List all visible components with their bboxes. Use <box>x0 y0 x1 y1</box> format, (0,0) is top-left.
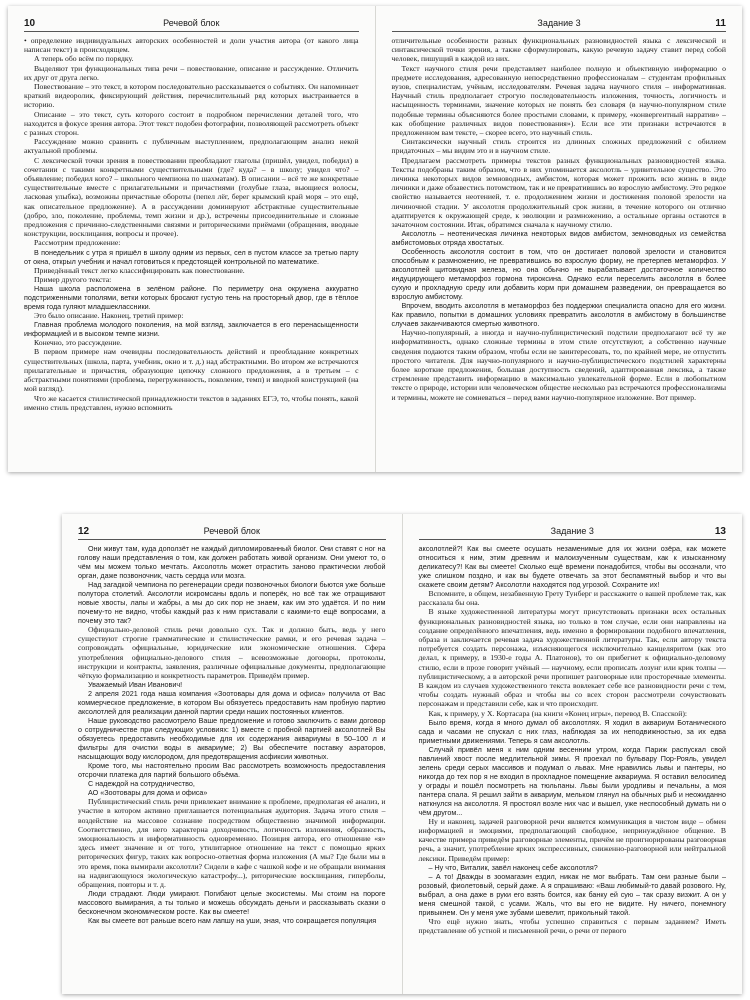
paragraph: Что же касается стилистической принадлежности текстов в заданиях ЕГЭ, то, чтобы понять, какой именно стиль представлен, нужно вспомнить <box>24 393 359 412</box>
paragraph: Научно-популярный, а иногда и научно-публицистический подстили предполагают всё ту же информативность, однако сложные термины в этом стиле отсутствуют, а собственно научные сведения подаются таким образом, чтобы если не заинтересовать, то, по крайней мере, не отпустить простого читателя. Для научно-популярного и научно-публицистического подстилей характерны более короткие предложения, большая доступность сведений, адаптированная лексика, а также стремление представить информацию в максимально увлекательной форме. Если в любопытном тексте о природе, истории или человеческом обществе несколько раз встречаются профессионализмы и термины, можете не сомневаться – перед вами научно-популярное изложение. Вот пример. <box>391 328 726 402</box>
example-text: Люди страдают. Люди умирают. Погибают целые экосистемы. Мы стоим на пороге массового вымирания, а ты только и можешь обсуждать деньги и рассказывать сказки о бесконечном экономическом росте. Как вы смеете! <box>78 889 386 917</box>
paragraph: Пример другого текста: <box>34 274 112 284</box>
paragraph: Синтаксически научный стиль строится из длинных сложных предложений с обилием придаточных – мы видим это и в научном стиле. <box>391 137 726 156</box>
example-text: Как вы смеете вот раньше всего нам лапшу на уши, зная, что сокращается популяция <box>88 916 377 926</box>
paragraph: Описание – это текст, суть которого состоит в подробном перечислении деталей того, что находится в фокусе зрения автора. Этот текст подобен фотографии, позволяющей рассмотреть объект с разных сторон. <box>24 109 359 138</box>
paragraph: • определение индивидуальных авторских особенностей и доли участия автора (от какого лица написан текст) в происходящем. <box>24 36 359 55</box>
top-page-spread <box>8 6 742 472</box>
bottom-page-spread <box>62 514 742 994</box>
dialogue-line: – А то! Дважды в зоомагазин ездил, никак не мог выбрать. Там они разные были – розовый, фиолетовый, серый даже. А я спрашиваю: «Ваш любимый-то давай розового. Ну, выбрал, а она даже в руки его взять боится, как банку ей сую – так сразу визжит. А он у меня смешной такой, с усами. Жаль, что вы его не видите. Ну ничего, понемногу привыкнем. Он у меня уже зубами шевелит, прикольный такой. <box>418 871 726 917</box>
page-body <box>392 36 727 402</box>
example-text: Впрочем, вводить аксолотля в метаморфоз без поддержки специалиста опасно для его жизни. Как правило, попытки в домашних условиях превратить аксолотля в амбистому в большинстве случаев заканчиваются смертью животного. <box>391 301 726 329</box>
page-13 <box>403 514 743 994</box>
paragraph: Официально-деловой стиль речи довольно сух. Так и должно быть, ведь у него существуют строгие грамматические и стилистические рамки, и его речевая задача – сопровождать официальные, юридические или экономические отношения. Сфера употребления официально-делового стиля – всевозможные договоры, протоколы, инструкции и контракты, заявления, различные официальные документы, предполагающие чёткую формализацию и конкретность параметров. Приведём пример. <box>78 625 386 681</box>
page-11 <box>376 6 743 472</box>
page-body <box>419 544 727 935</box>
page-12 <box>62 514 403 994</box>
page-number: 10 <box>24 18 36 29</box>
page-body <box>24 36 359 412</box>
page-number: 13 <box>714 526 726 537</box>
example-text: Наша школа расположена в зелёном районе. По периметру она окружена аккуратно подстриженными тополями, ветки которых бросают густую тень на просторный двор, где в тёплое время года гуляют младшеклассники. <box>24 284 359 312</box>
paragraph: С лексической точки зрения в повествовании преобладают глаголы (пришёл, увидел, победил) в сочетании с такими конкретными существительными (где? куда? – в школу; увидел что? – объявление; победил кого? – школьного чемпиона по шахматам). В описании – всё те же конкретные существительные вместе с прилагательными и причастиями (голубые глаза, вьющиеся волосы, ласковая улыбка), возможны причастные обороты (пепел лёг, берег крымский край моря – это ещё, как описательное предложение). А в рассуждении доминируют абстрактные существительные (добро, зло, поколение, проблемы, темп жизни и др.), встречены присоединительные и сложные предложения с причинно-следственными связями и риторическими приёмами (обращения, вводные конструкции, восклицания, вопросы и прочее). <box>24 155 359 239</box>
running-header: Речевой блок <box>163 18 220 28</box>
page-header <box>78 526 386 540</box>
example-text: Особенность аксолотля состоит в том, что он достигает половой зрелости и становится способным к размножению, не превратившись во взрослую форму, не претерпев метаморфоз. У аксолотлей щитовидная железа, но она обычно не вырабатывает достаточное количество индуцирующего метаморфоз гормона тироксина. Однако если переселить аксолотля в более сухую и прохладную среду или добавить корм при домашнем разведении, он превращается во взрослую амбистому. <box>391 247 726 302</box>
paragraph: Рассмотрим предложение: <box>34 238 121 248</box>
page-body <box>78 544 386 925</box>
paragraph: Это было описание. Наконец, третий пример: <box>34 311 184 321</box>
letter-salutation: Уважаемый Иван Иванович! <box>88 680 183 690</box>
paragraph: Вспомните, в общем, незабвенную Грету Тунберг и расскажите о вашей проблеме так, как рассказала бы она. <box>418 589 726 608</box>
example-text: Над загадкой чемпиона по регенерации среди позвоночных биологи бьются уже больше полутора столетий. Аксолотли искромсаны вдоль и поперёк, но всё так же отращивают новые хвосты, лапы и жабры, а мы до сих пор не знаем, как им это удаётся. И по ним почему-то не видно, чтобы каждый раз к ним приставали с какими-то ещё вопросами, а почему это так? <box>78 580 386 625</box>
paragraph: Публицистический стиль речи привлекает внимание к проблеме, предполагая её анализ, и участие в котором активно приглашается потенциальная аудитория. Задача этого стиля – воздействие на массовое сознание посредством общественно значимой информации. Соответственно, для него характерна доходчивость, логичность изложения, образность, эмоциональность и информативность одновременно. Позиция автора, его отношение «я» здесь имеет значение и от того, утилитарное отношение на текст с помощью ярких риторических фигур, таких как вопросно-ответная форма изложения (А мы? Где были мы в это время, пока вымирали аксолотли? Сидели в кафе с чашкой кофе и не обращали внимания на надвигающуюся экологическую катастрофу...), риторические восклицания, гиперболы, обращения, повторы и т. д. <box>78 797 386 890</box>
letter-closing: С надеждой на сотрудничество, <box>88 779 195 789</box>
page-header <box>419 526 727 540</box>
page-number: 11 <box>715 18 726 29</box>
paragraph: Ну и наконец, задачей разговорной речи является коммуникация в чистом виде – обмен информацией и эмоциями, предполагающий свободное, непринуждённое общение. В качестве примера приведём разговорные элементы, причём не проигнорированы разговорная речь, а значит, употребление ярких экспрессивных, сниженно-разговорной или нейтральной лексики. Приведём пример: <box>418 816 726 863</box>
running-header: Задание 3 <box>550 526 594 536</box>
paragraph: Что ещё нужно знать, чтобы успешно справиться с первым заданием? Иметь представление об устной и письменной речи, о речи от первого <box>418 916 726 936</box>
paragraph: Текст научного стиля речи представляет наиболее полную и объективную информацию о предмете исследования, адресованную непосредственно профессионалам – студентам профильных вузов, специалистам, учёным, исследователям. Речевая задача научного стиля – информативная. Научный стиль предполагает строгую последовательность изложения, точность, логичность и насыщенность терминами, значение которых не понять без словаря (в научно-популярном стиле подобные термины объясняются более простыми словами, к примеру, «конвергентный нарратив» – как обобщение различных видов повествования»). Если все эти признаки встречаются в предложенном вам тексте, – скорее всего, это научный стиль. <box>391 63 726 138</box>
example-text: Наше руководство рассмотрело Ваше предложение и готово заключить с вами договор о сотрудничестве при следующих условиях: 1) вместе с пробной партией аксолотлей Вы обязуетесь предоставить необходимые для их содержания аквариумы в 50–100 л и фильтры для очистки воды в аквариуме; 2) Вы обеспечите поставку аэраторов, насыщающих воду кислородом, для предотвращения асфиксии животных. <box>78 716 386 762</box>
paragraph: В языке художественной литературы могут присутствовать признаки всех остальных функциональных разновидностей языка, но только в том случае, если они направлены на создание определённого впечатления, ведь именно в формировании подобного впечатления, образа и заключается речевая задача художественной литературы. Так, если автору текста потребуется создать персонажа, изъясняющегося исключительно канцеляритом (как это делал, к примеру, в 1930-е годы А. Платонов), то он прибегнет к официально-деловому стилю, если в прозе говорит учёный — научному, если прописать лозунг или крик толпы — публицистическому, а в авторской речи пропишет разговорные или просторечные элементы. В каждом из случаев художественного текста вовлекает себе все разновидности речи с тем, чтобы создать нужный образ и чтобы вы со всех сторон рассмотрели сочувствовать персонажам и представили себе, как и что происходит. <box>418 607 726 709</box>
example-text: 2 апреля 2021 года наша компания «Зоотовары для дома и офиса» получила от Вас коммерческое предложение, в котором Вы обязуетесь предоставить нам пробную партию аксолотлей для реализации данной партии среди наших постоянных клиентов. <box>78 689 386 717</box>
paragraph: Конечно, это рассуждение. <box>34 338 122 348</box>
page-header <box>392 18 727 32</box>
paragraph: Выделяют три функциональных типа речи – повествование, описание и рассуждение. Отличить их друг от друга легко. <box>24 63 359 82</box>
example-text: Главная проблема молодого поколения, на мой взгляд, заключается в его перенасыщенности информацией и в высоком темпе жизни. <box>24 320 359 339</box>
paragraph: В первом примере нам очевидны последовательность действий и преобладание конкретных существительных (школа, парта, учебник, окно и т. д.) над абстрактными. Во втором же встречаются прилагательные и причастия, образующие цепочку сложного предложения, а в третьем – с абстрактными понятиями (проблема, перегруженность, поколение, темп) и вводной конструкцией (на мой взгляд). <box>24 347 359 394</box>
paragraph: Предлагаем рассмотреть примеры текстов разных функциональных разновидностей языка. Тексты подобраны таким образом, что в них упоминается аксолотль – удивительное существо. Это личинка некоторых видов земноводных, амбистом, которая может прожить всю жизнь в виде личинки и даже обзавестись потомством, так и не превратившись во взрослую амбистому. Это редкое свойство называется неотенией, т. е. продолжением жизни и достижения половой зрелости на личиночной стадии. У аксолотля продолжительный срок жизни, в течение которого он отлично адаптируется к окружающей среде, к эволюции и размножению, а остальные органы остаются в зачаточном состоянии. Итак, обратимся сначала к научному стилю. <box>391 155 726 230</box>
paragraph: Рассуждение можно сравнить с публичным выступлением, предполагающим анализ некой актуальной проблемы. <box>24 137 359 156</box>
example-text: Кроме того, мы настоятельно просим Вас рассмотреть возможность предоставления отсрочки платежа для партий большого объёма. <box>78 761 386 780</box>
paragraph: Как, к примеру, у Х. Кортасара (на книги «Конец игры», перевод В. Спасской): <box>428 708 688 718</box>
example-text: аксолотлей?! Как вы смеете осушать незаменимые для их жизни озёра, как можете относиться к ним, этим древним и малоизученным существам, как к изысканному деликатесу?! Как вы смеете! Сколько ещё времени понадобится, чтобы вы осознали, что уже слишком поздно, и как вы будете отвечать за этот беспамятный выбор и что вы скажете своим детям? Аксолотли находятся под угрозой. Сохраните их! <box>418 544 726 589</box>
paragraph: отличительные особенности разных функциональных разновидностей языка с лексической и синтаксической точки зрения, а также сформулировать, какую речевую задачу ставит перед собой человек, пишущий в каждой из них. <box>391 36 726 64</box>
page-10 <box>8 6 376 472</box>
dialogue-line: – Ну что, Виталик, завёл наконец себе аксолотля? <box>428 862 598 872</box>
letter-signature: АО «Зоотовары для дома и офиса» <box>88 788 208 798</box>
example-text: Аксолотль – неотеническая личинка некоторых видов амбистом, земноводных из семейства амбистомовых отряда хвостатых. <box>391 229 726 248</box>
running-header: Речевой блок <box>203 526 260 536</box>
page-header <box>24 18 359 32</box>
example-text: Было время, когда я много думал об аксолотлях. Я ходил в аквариум Ботанического сада и часами не спускал с них глаз, наблюдая за их неподвижностью, за их едва приметными движениями. Теперь я сам аксолотль. <box>418 717 726 745</box>
example-text: Они живут там, куда доползёт не каждый дипломированный биолог. Они ставят с ног на голову наши представления о том, как должен работать живой организм. Они умеют то, о чём мы можем только мечтать. Аксолотль может отрастить заново практически любой орган, даже позвоночник, часть сердца или мозга. <box>78 544 386 580</box>
paragraph: А теперь обо всём по порядку. <box>34 54 134 64</box>
paragraph: Повествование – это текст, в котором последовательно рассказывается о событиях. Он напоминает краткий видеоролик, фиксирующий действия, перечислительный ряд которых выстраивается в историю. <box>24 82 359 110</box>
running-header: Задание 3 <box>537 18 581 28</box>
page-number: 12 <box>78 526 90 537</box>
example-text: В понедельник с утра я пришёл в школу одним из первых, сел в пустом классе за третью парту от окна, открыл учебник и начал готовиться к предстоящей контрольной по математике. <box>24 247 359 266</box>
example-text: Случай привёл меня к ним одним весенним утром, когда Париж распускал свой павлиний хвост после медлительной зимы. Я проехал по бульвару Пор-Рояль, увидел зелень среди серых массивов и подумал о львах. Мне нравились львы и пантеры, но никогда до тех пор я не входил в прохладное помещение аквариума. Я оставил велосипед у ограды и пошёл посмотреть на тюльпаны. Львы были уродливы и печальны, а моя пантера спала. Я решил зайти в аквариум, мельком глянул на обычных рыб и неожиданно наткнулся на аксолотля. Я простоял возле них час и вышел, уже неспособный думать ни о чём другом... <box>418 744 726 817</box>
paragraph: Приведённый текст легко классифицировать как повествование. <box>34 265 245 275</box>
